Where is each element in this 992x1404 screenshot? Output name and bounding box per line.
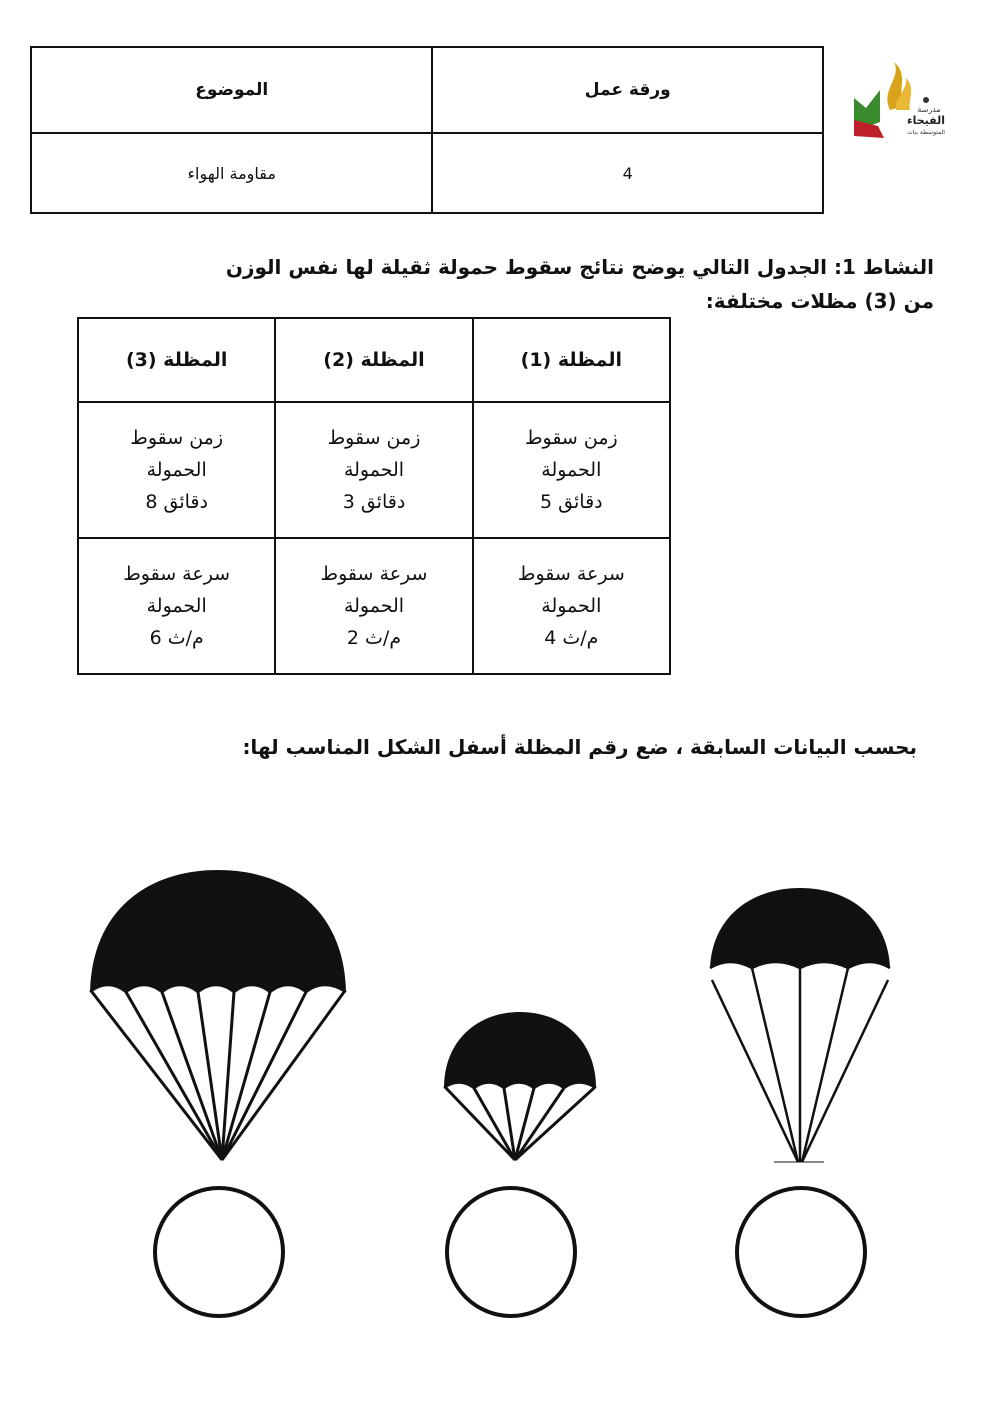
school-logo (850, 60, 945, 140)
speed-cell-1 (473, 538, 670, 674)
parachute-medium-icon (710, 888, 890, 1162)
instruction-text: بحسب البيانات السابقة ، ضع رقم المظلة أسفل الشكل المناسب لها: (242, 735, 917, 759)
cell-text: الحمولة (541, 459, 602, 481)
cell-text: الحمولة (541, 595, 602, 617)
worksheet-number: 4 (432, 133, 823, 213)
table-row-time (78, 402, 670, 538)
cell-value: 3 دقائق (342, 491, 406, 513)
header-table (30, 46, 824, 214)
logo-text-1: مدرسة (917, 105, 941, 114)
cell-text: الحمولة (343, 595, 405, 617)
cell-text: زمن سقوط (524, 427, 618, 449)
logo-text-3: المتوسطة بنات (907, 129, 945, 136)
cell-value: 4 م/ث (544, 627, 599, 649)
table-row-speed (78, 538, 670, 674)
cell-text: الحمولة (146, 459, 207, 481)
cell-text: زمن سقوط (327, 427, 421, 449)
header-parachute-3: المظلة (3) (78, 318, 275, 402)
time-cell-3 (78, 402, 275, 538)
cell-value: 2 م/ث (346, 627, 402, 649)
cell-text: الحمولة (146, 595, 207, 617)
subject-value: مقاومة الهواء (31, 133, 432, 213)
speed-cell-3 (78, 538, 275, 674)
subject-header: الموضوع (31, 47, 432, 133)
cell-value: 5 دقائق (540, 491, 603, 513)
parachute-small-icon (444, 1012, 596, 1160)
activity-title: النشاط 1: الجدول التالي يوضح نتائج سقوط حمولة ثقيلة لها نفس الوزن (225, 255, 934, 279)
cell-text: زمن سقوط (130, 427, 224, 449)
speed-cell-2 (275, 538, 472, 674)
parachute-large-icon (90, 870, 346, 1160)
cell-text: سرعة سقوط (320, 563, 428, 585)
activity-subtitle: من (3) مظلات مختلفة: (705, 289, 934, 313)
parachute-data-table (77, 317, 671, 675)
time-cell-1 (473, 402, 670, 538)
cell-text: الحمولة (343, 459, 405, 481)
header-parachute-2: المظلة (2) (275, 318, 472, 402)
logo-text-2: الفيحاء (907, 114, 945, 127)
answer-circle-medium[interactable] (737, 1188, 865, 1316)
cell-value: دقائق 8 (145, 491, 208, 513)
cell-text: سرعة سقوط (123, 563, 231, 585)
cell-text: سرعة سقوط (517, 563, 625, 585)
time-cell-2 (275, 402, 472, 538)
table-header-row (78, 318, 670, 402)
worksheet-header: ورقة عمل (432, 47, 823, 133)
cell-value: 6 م/ث (149, 627, 204, 649)
logo-dot (923, 97, 929, 103)
parachute-figures (0, 850, 992, 1330)
answer-circle-small[interactable] (447, 1188, 575, 1316)
answer-circle-large[interactable] (155, 1188, 283, 1316)
header-parachute-1: المظلة (1) (473, 318, 670, 402)
